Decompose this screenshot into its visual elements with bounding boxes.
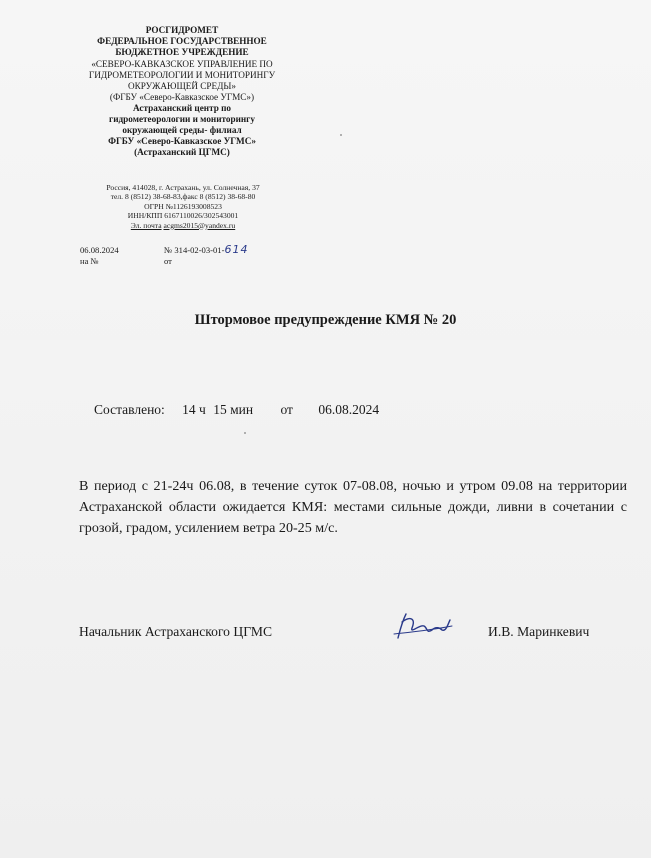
ref-date: 06.08.2024 (80, 245, 119, 255)
document-title: Штормовое предупреждение КМЯ № 20 (194, 312, 457, 328)
signer-name: И.В. Маринкевич (488, 624, 590, 639)
ref-number: № 314-02-03-01- (164, 245, 225, 255)
ref-number-line (164, 245, 248, 256)
address-block (78, 183, 288, 230)
composed-label: Составлено: (94, 402, 165, 417)
phone-line: тел. 8 (8512) 38-68-83,факс 8 (8512) 38-68-80 (110, 192, 256, 202)
parent-org-line: ГИДРОМЕТЕОРОЛОГИИ И МОНИТОРИНГУ (88, 70, 276, 80)
parent-org-line: ОКРУЖАЮЩЕЙ СРЕДЫ» (128, 81, 236, 91)
handwritten-number: 614 (224, 243, 249, 256)
warning-text: В период с 21-24ч 06.08, в течение суток 07-08.08, ночью и утром 09.08 на территории Астраханской области ожидается КМЯ: местами сильные дожди, ливни в сочетании с грозой, градом, усилением ветра 20-25 м/с. (79, 478, 627, 536)
letterhead-line: БЮДЖЕТНОЕ УЧРЕЖДЕНИЕ (115, 47, 249, 57)
signer-position: Начальник Астраханского ЦГМС (79, 624, 273, 639)
speck (340, 134, 342, 136)
ref-left (80, 245, 119, 266)
handwritten-signature (392, 608, 454, 642)
ref-right (164, 245, 248, 266)
composed-ot: от (280, 402, 293, 417)
ref-ot-label: от (164, 255, 172, 266)
letterhead-line: РОСГИДРОМЕТ (145, 25, 219, 35)
parent-org (62, 59, 302, 103)
speck (244, 432, 246, 434)
branch-line: ФГБУ «Северо-Кавказское УГМС» (108, 136, 256, 146)
composed-date: 06.08.2024 (318, 402, 380, 417)
composed-minutes: 15 мин (213, 402, 254, 417)
email-line (78, 221, 288, 230)
email-label: Эл. почта (130, 220, 162, 230)
parent-org-line: (ФГБУ «Северо-Кавказское УГМС») (109, 92, 255, 102)
letterhead-line: ФЕДЕРАЛЬНОЕ ГОСУДАРСТВЕННОЕ (97, 36, 267, 46)
composed-hours: 14 ч (182, 402, 206, 417)
branch-line: гидрометеорологии и мониторингу (109, 114, 255, 124)
parent-org-line: «СЕВЕРО-КАВКАЗСКОЕ УПРАВЛЕНИЕ ПО (91, 59, 273, 69)
inn-line: ИНН/КПП 6167110026/302543001 (127, 211, 239, 221)
branch-name (62, 103, 302, 158)
branch-line: Астраханский центр по (132, 103, 231, 113)
composed-line (94, 402, 379, 418)
email-link[interactable]: acgms2015@yandex.ru (163, 220, 236, 230)
letterhead (62, 25, 302, 158)
address-line: Россия, 414028, г. Астрахань, ул. Солнечная, 37 (106, 183, 260, 192)
ogrn-line: ОГРН №1126193008523 (144, 201, 222, 211)
branch-line: (Астраханский ЦГМС) (134, 147, 230, 157)
branch-line: окружающей среды- филиал (122, 125, 242, 135)
ref-na-label: на № (80, 255, 99, 266)
